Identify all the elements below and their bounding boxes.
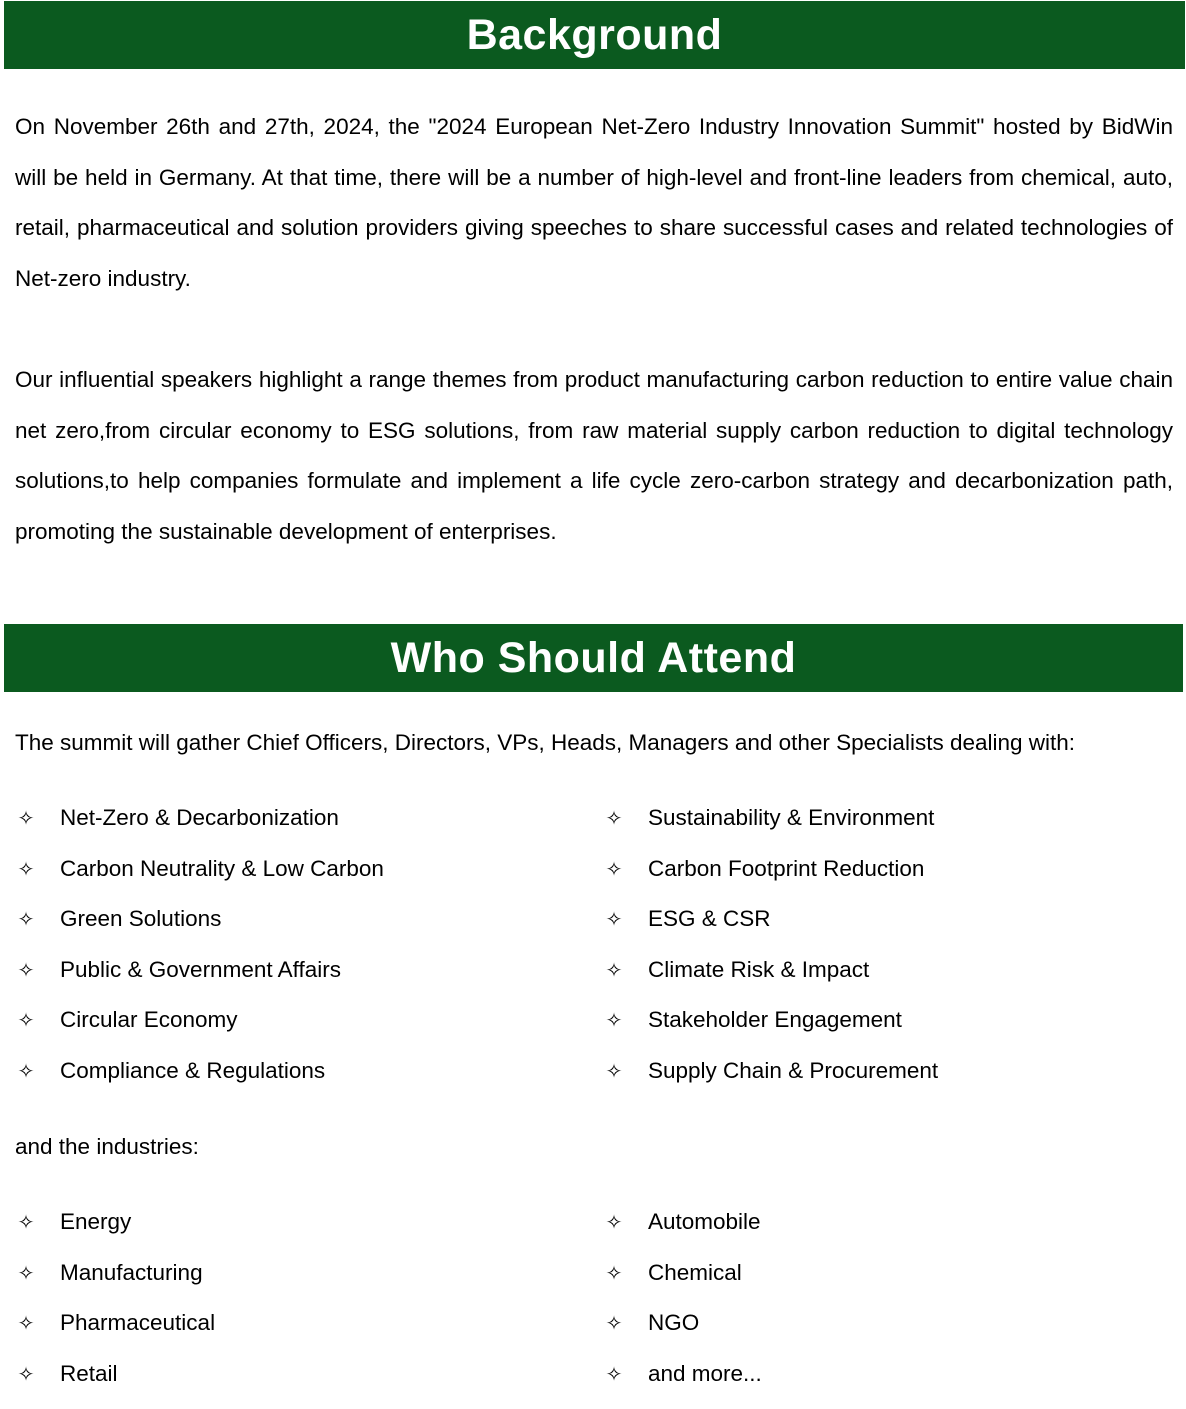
list-item-label: Supply Chain & Procurement [648, 1057, 939, 1083]
list-item-label: Climate Risk & Impact [648, 956, 870, 982]
star-bullet-icon: ✧ [17, 1210, 35, 1234]
background-heading: Background [4, 1, 1185, 69]
star-bullet-icon: ✧ [17, 1058, 35, 1083]
star-bullet-icon: ✧ [605, 907, 623, 931]
star-bullet-icon: ✧ [17, 1008, 35, 1032]
star-bullet-icon: ✧ [605, 1260, 623, 1285]
list-item-label: Circular Economy [60, 1007, 238, 1032]
who-should-attend-heading: Who Should Attend [4, 624, 1183, 692]
list-item-label: NGO [648, 1310, 700, 1335]
list-item-label: Compliance & Regulations [60, 1057, 326, 1083]
list-item-label: and more... [648, 1360, 762, 1386]
star-bullet-icon: ✧ [17, 1260, 35, 1285]
star-bullet-icon: ✧ [17, 806, 35, 830]
star-bullet-icon: ✧ [17, 1311, 35, 1335]
star-bullet-icon: ✧ [605, 957, 623, 982]
list-item-label: Chemical [648, 1259, 742, 1285]
star-bullet-icon: ✧ [17, 907, 35, 931]
list-item-label: Net-Zero & Decarbonization [60, 805, 339, 830]
star-bullet-icon: ✧ [605, 1311, 623, 1335]
attendees-intro: The summit will gather Chief Officers, Directors, VPs, Heads, Managers and other Specialists dealing with: [15, 730, 1076, 755]
list-item-label: Green Solutions [60, 906, 222, 931]
star-bullet-icon: ✧ [17, 1361, 35, 1386]
background-paragraph-2: Our influential speakers highlight a range themes from product manufacturing carbon reduction to entire value chain net zero,from circular economy to ESG solutions, from raw material supply carbon reduction to digital technology solutions,to help companies formulate and implement a life cycle zero-carbon strategy and decarbonization path, promoting the sustainable development of enterprises. [15, 367, 1173, 544]
list-item-label: Carbon Footprint Reduction [648, 855, 925, 881]
list-item-label: Carbon Neutrality & Low Carbon [60, 855, 384, 881]
star-bullet-icon: ✧ [605, 1361, 623, 1386]
list-item-label: Manufacturing [60, 1259, 203, 1285]
list-item-label: Automobile [648, 1209, 761, 1234]
star-bullet-icon: ✧ [605, 856, 623, 881]
star-bullet-icon: ✧ [605, 1058, 623, 1083]
star-bullet-icon: ✧ [605, 1210, 623, 1234]
star-bullet-icon: ✧ [17, 856, 35, 881]
list-item-label: Sustainability & Environment [648, 805, 935, 830]
list-item-label: Energy [60, 1209, 132, 1234]
list-item-label: Stakeholder Engagement [648, 1007, 902, 1032]
star-bullet-icon: ✧ [17, 957, 35, 982]
background-paragraph-1: On November 26th and 27th, 2024, the "2024 European Net-Zero Industry Innovation Summit" hosted by BidWin will be held in Germany. At that time, there will be a number of high-level and front-line leaders from chemical, auto, retail, pharmaceutical and solution providers giving speeches to share successful cases and related technologies of Net-zero industry. [15, 114, 1173, 291]
list-item-label: ESG & CSR [648, 906, 771, 931]
list-item-label: Public & Government Affairs [60, 956, 341, 982]
list-item-label: Retail [60, 1360, 118, 1386]
list-item-label: Pharmaceutical [60, 1310, 216, 1335]
industries-intro: and the industries: [15, 1134, 199, 1159]
star-bullet-icon: ✧ [605, 806, 623, 830]
star-bullet-icon: ✧ [605, 1008, 623, 1032]
